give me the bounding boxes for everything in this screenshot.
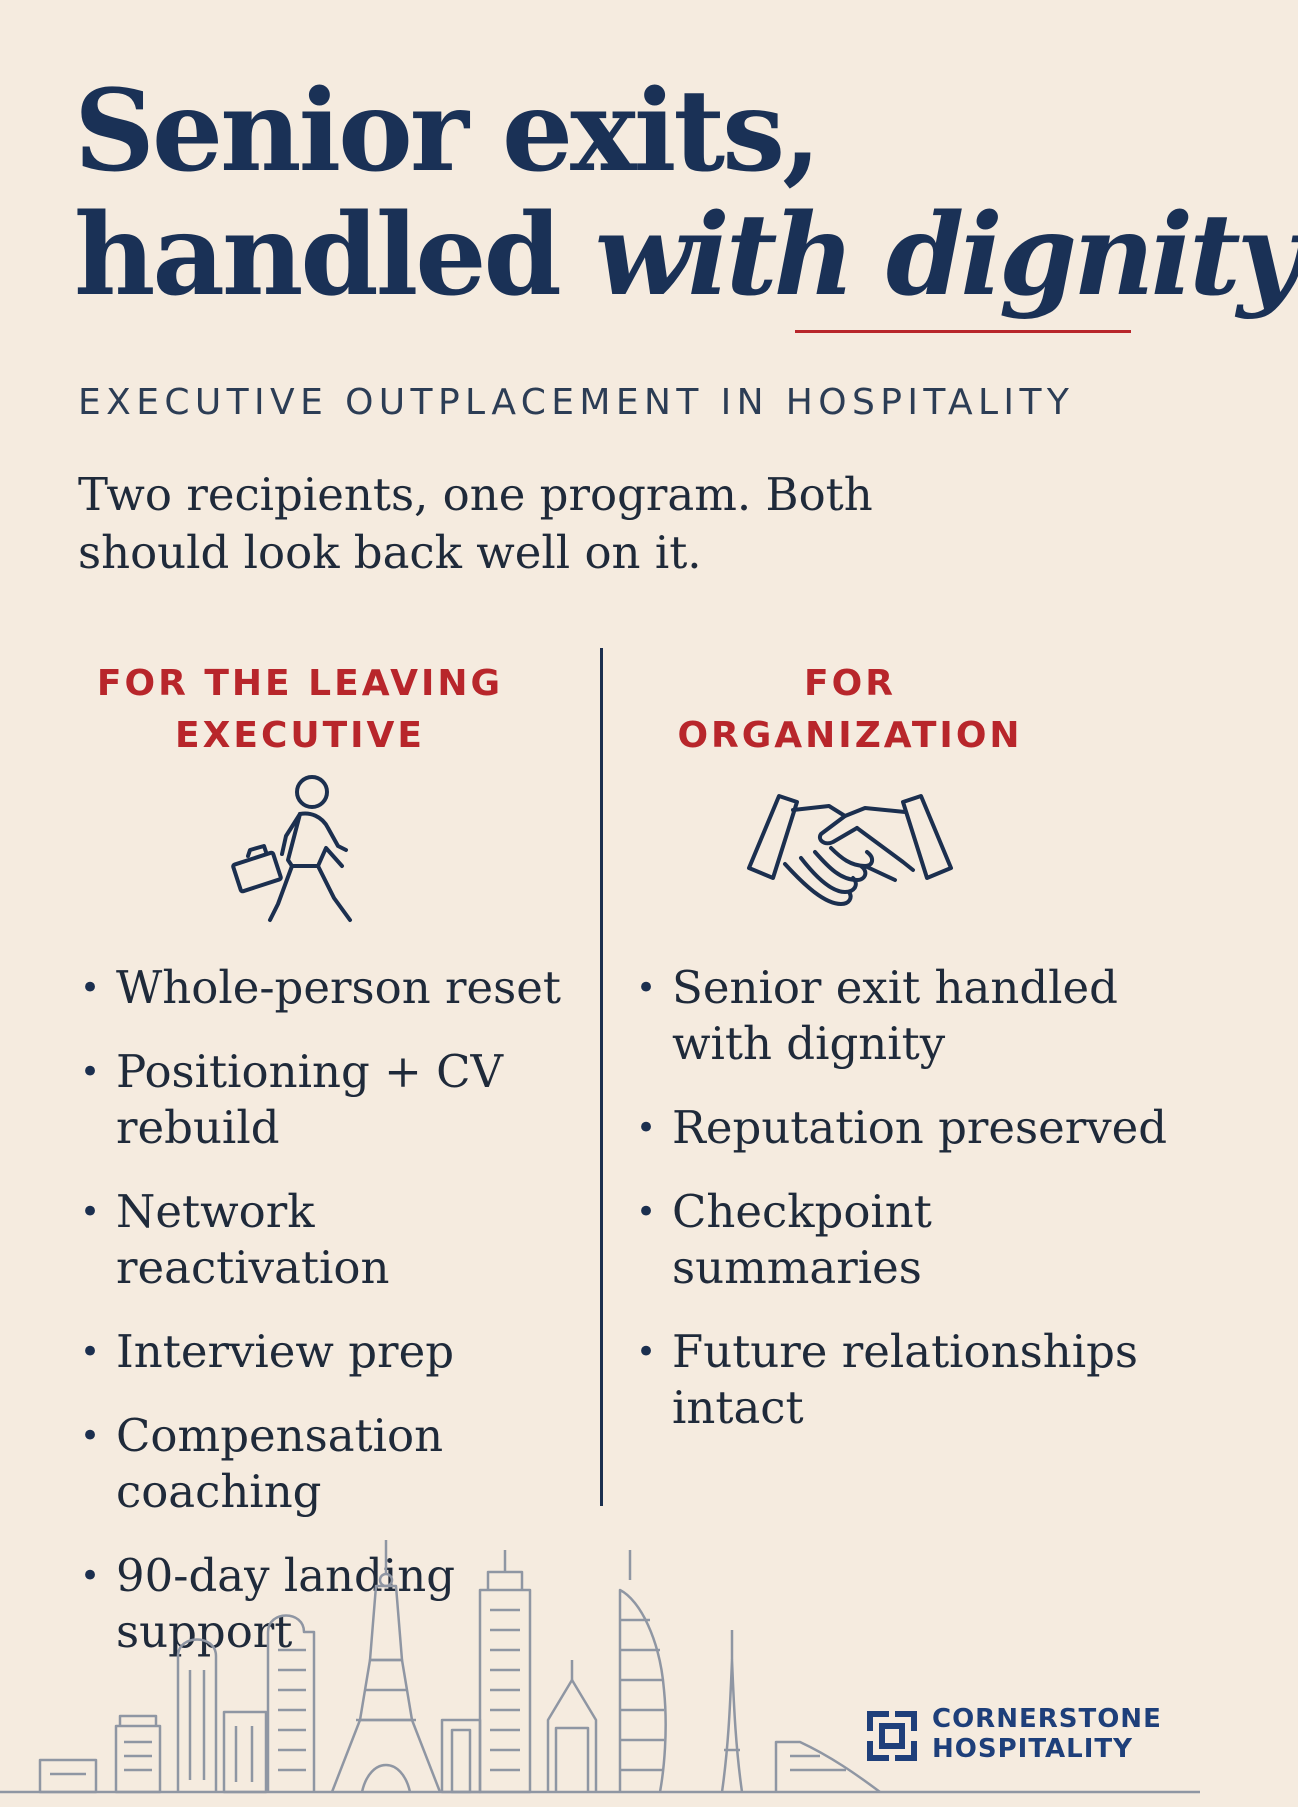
- list-item: • Compensation coaching: [80, 1408, 600, 1520]
- headline-line-1: Senior exits,: [74, 66, 819, 197]
- subtitle: EXECUTIVE OUTPLACEMENT IN HOSPITALITY: [78, 382, 1075, 423]
- brand-name-line-2: HOSPITALITY: [932, 1734, 1133, 1764]
- intro-text: Two recipients, one program. Both should look back well on it.: [78, 468, 873, 579]
- list-item: • Checkpoint summaries: [636, 1184, 1176, 1296]
- walking-person-with-briefcase-icon: [230, 770, 370, 940]
- list-item: • Whole-person reset: [80, 960, 600, 1016]
- city-skyline-illustration: [0, 1530, 1200, 1807]
- headline-underline: [795, 330, 1131, 333]
- leaving-executive-heading-line-1: FOR THE LEAVING: [96, 663, 504, 704]
- organization-heading-line-2: ORGANIZATION: [677, 715, 1023, 756]
- organization-heading-line-1: FOR: [804, 663, 896, 704]
- handshake-icon: [745, 788, 955, 918]
- headline-regular: handled: [74, 190, 559, 321]
- list-item: • 90-day landing support: [80, 1548, 600, 1660]
- list-item: • Network reactivation: [80, 1184, 600, 1296]
- organization-heading: [630, 658, 1070, 762]
- list-item: • Reputation preserved: [636, 1100, 1176, 1156]
- brand-name: [932, 1704, 1162, 1764]
- list-item: • Senior exit handled with dignity: [636, 960, 1176, 1072]
- list-item: • Interview prep: [80, 1324, 600, 1380]
- organization-benefits-list: [636, 960, 1176, 1464]
- headline-italic: with dignity: [594, 190, 1298, 321]
- interlocking-square-logo-icon: [864, 1708, 920, 1764]
- headline: [74, 66, 1298, 321]
- brand-name-line-1: CORNERSTONE: [932, 1704, 1162, 1734]
- headline-line-2: [74, 190, 1298, 321]
- column-divider: [600, 648, 603, 1506]
- list-item: • Future relationships intact: [636, 1324, 1176, 1436]
- leaving-executive-heading-line-2: EXECUTIVE: [175, 715, 425, 756]
- list-item: • Positioning + CV rebuild: [80, 1044, 600, 1156]
- leaving-executive-heading: [80, 658, 520, 762]
